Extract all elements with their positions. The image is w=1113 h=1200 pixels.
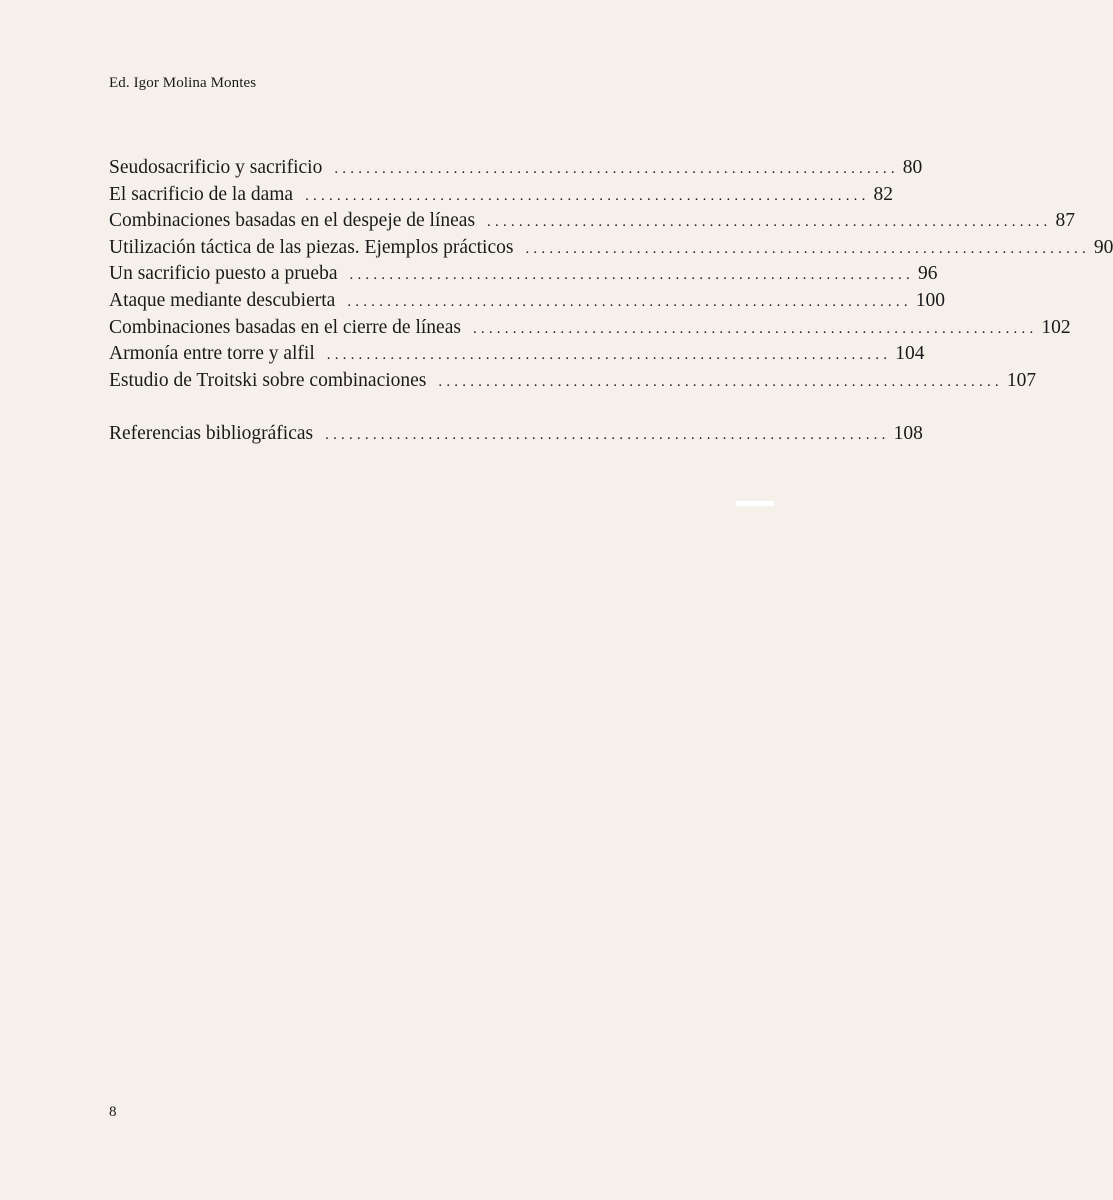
toc-entry <box>109 155 923 182</box>
toc-leader-dots: ....................................................................... <box>326 347 892 364</box>
toc-entry-page: 90 <box>1093 236 1113 258</box>
toc-leader-dots: ....................................................................... <box>305 187 870 204</box>
toc-leader-dots: ....................................................................... <box>347 293 912 310</box>
toc-entry-title: El sacrificio de la dama <box>109 183 294 205</box>
toc-entry <box>109 315 1071 342</box>
toc-entry <box>109 208 1075 235</box>
toc-entry-page: 104 <box>895 343 925 365</box>
toc-entry <box>109 288 946 315</box>
toc-entry-title: Combinaciones basadas en el cierre de líneas <box>109 316 461 338</box>
toc-entry-title: Ataque mediante descubierta <box>109 289 336 311</box>
toc-entry-title: Armonía entre torre y alfil <box>109 343 315 365</box>
toc-entry-page: 100 <box>915 289 946 311</box>
toc-entry-title: Referencias bibliográficas <box>109 423 314 445</box>
page-edge-mark <box>736 501 774 506</box>
toc-entry <box>109 368 1037 395</box>
toc-entry-page: 108 <box>893 423 923 445</box>
toc-entry-title: Estudio de Troitski sobre combinaciones <box>109 369 427 391</box>
toc-leader-dots: ....................................................................... <box>472 320 1038 337</box>
page-number: 8 <box>109 1104 117 1120</box>
toc-entry-page: 96 <box>917 263 938 285</box>
toc-entry <box>109 341 925 368</box>
toc-entry-page: 80 <box>902 157 923 178</box>
toc-entry-title: Seudosacrificio y sacrificio <box>109 157 323 178</box>
toc-entry <box>109 261 938 288</box>
running-head: Ed. Igor Molina Montes <box>109 75 257 91</box>
toc-leader-dots: ....................................................................... <box>525 240 1090 257</box>
toc-entry-page: 102 <box>1041 316 1071 338</box>
toc-entry-title: Un sacrificio puesto a prueba <box>109 263 338 285</box>
toc-entry-page: 87 <box>1055 210 1075 232</box>
toc-leader-dots: ....................................................................... <box>438 373 1003 390</box>
toc-entry-title: Utilización táctica de las piezas. Ejemplos prácticos <box>109 236 514 258</box>
toc-entry-title: Combinaciones basadas en el despeje de líneas <box>109 210 476 232</box>
table-of-contents <box>109 155 1113 448</box>
toc-entry-page: 82 <box>873 183 894 205</box>
toc-leader-dots: ....................................................................... <box>334 161 899 177</box>
toc-leader-dots: ....................................................................... <box>325 427 890 444</box>
toc-leader-dots: ....................................................................... <box>487 214 1052 231</box>
toc-leader-dots: ....................................................................... <box>349 267 914 284</box>
toc-entry-page: 107 <box>1006 369 1037 391</box>
toc-entry <box>109 235 1113 262</box>
toc-entry <box>109 421 923 448</box>
toc-entry <box>109 182 894 209</box>
